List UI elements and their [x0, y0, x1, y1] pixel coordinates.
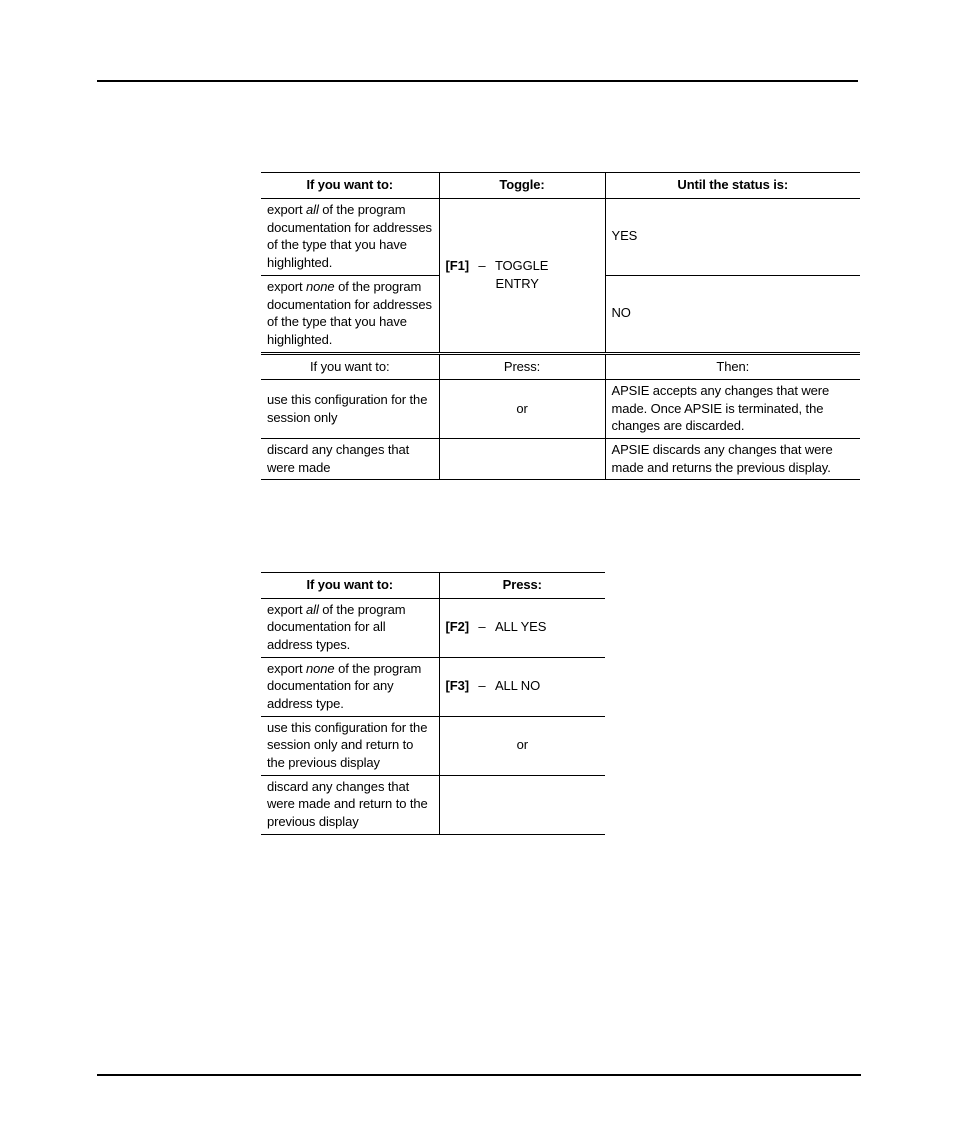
function-key-f2: [F2] — [445, 619, 469, 635]
table-row — [261, 439, 860, 480]
result-cell: APSIE accepts any changes that were made. Once APSIE is terminated, the changes are discarded. — [605, 380, 860, 439]
table-header-row — [261, 573, 605, 599]
table-row — [261, 198, 860, 275]
action-cell: use this configuration for the session only and return to the previous display — [261, 716, 439, 775]
press-cell — [439, 439, 605, 480]
action-cell: use this configuration for the session only — [261, 380, 439, 439]
all-yes-no-table — [261, 572, 605, 835]
column-header: Toggle: — [439, 173, 605, 199]
table-row — [261, 775, 605, 834]
column-header: Press: — [439, 573, 605, 599]
table-header-row — [261, 353, 860, 380]
status-cell: YES — [605, 198, 860, 275]
press-cell — [439, 775, 605, 834]
action-cell: export none of the program documentation for addresses of the type that you have highlighted. — [261, 275, 439, 353]
action-cell: discard any changes that were made and return to the previous display — [261, 775, 439, 834]
action-cell: discard any changes that were made — [261, 439, 439, 480]
table-row — [261, 657, 605, 716]
table-row — [261, 716, 605, 775]
header-rule — [97, 80, 858, 82]
status-cell: NO — [605, 275, 860, 353]
table-row — [261, 380, 860, 439]
column-header: If you want to: — [261, 353, 439, 380]
table-header-row — [261, 173, 860, 199]
column-header: Press: — [439, 353, 605, 380]
press-cell: [F2] – ALL YES — [439, 598, 605, 657]
column-header: Then: — [605, 353, 860, 380]
function-key-f3: [F3] — [445, 678, 469, 694]
action-cell: export all of the program documentation for addresses of the type that you have highlighted. — [261, 198, 439, 275]
table-row — [261, 598, 605, 657]
press-cell: [F3] – ALL NO — [439, 657, 605, 716]
toggle-key-cell: [F1] – TOGGLE ENTRY — [439, 198, 605, 353]
column-header: If you want to: — [261, 173, 439, 199]
toggle-entry-table — [261, 172, 860, 480]
action-cell: export all of the program documentation for all address types. — [261, 598, 439, 657]
action-cell: export none of the program documentation for any address type. — [261, 657, 439, 716]
column-header: Until the status is: — [605, 173, 860, 199]
press-cell: or — [439, 380, 605, 439]
column-header: If you want to: — [261, 573, 439, 599]
press-cell: or — [439, 716, 605, 775]
function-key-f1: [F1] — [445, 258, 469, 273]
result-cell: APSIE discards any changes that were made and returns the previous display. — [605, 439, 860, 480]
footer-rule — [97, 1074, 861, 1076]
